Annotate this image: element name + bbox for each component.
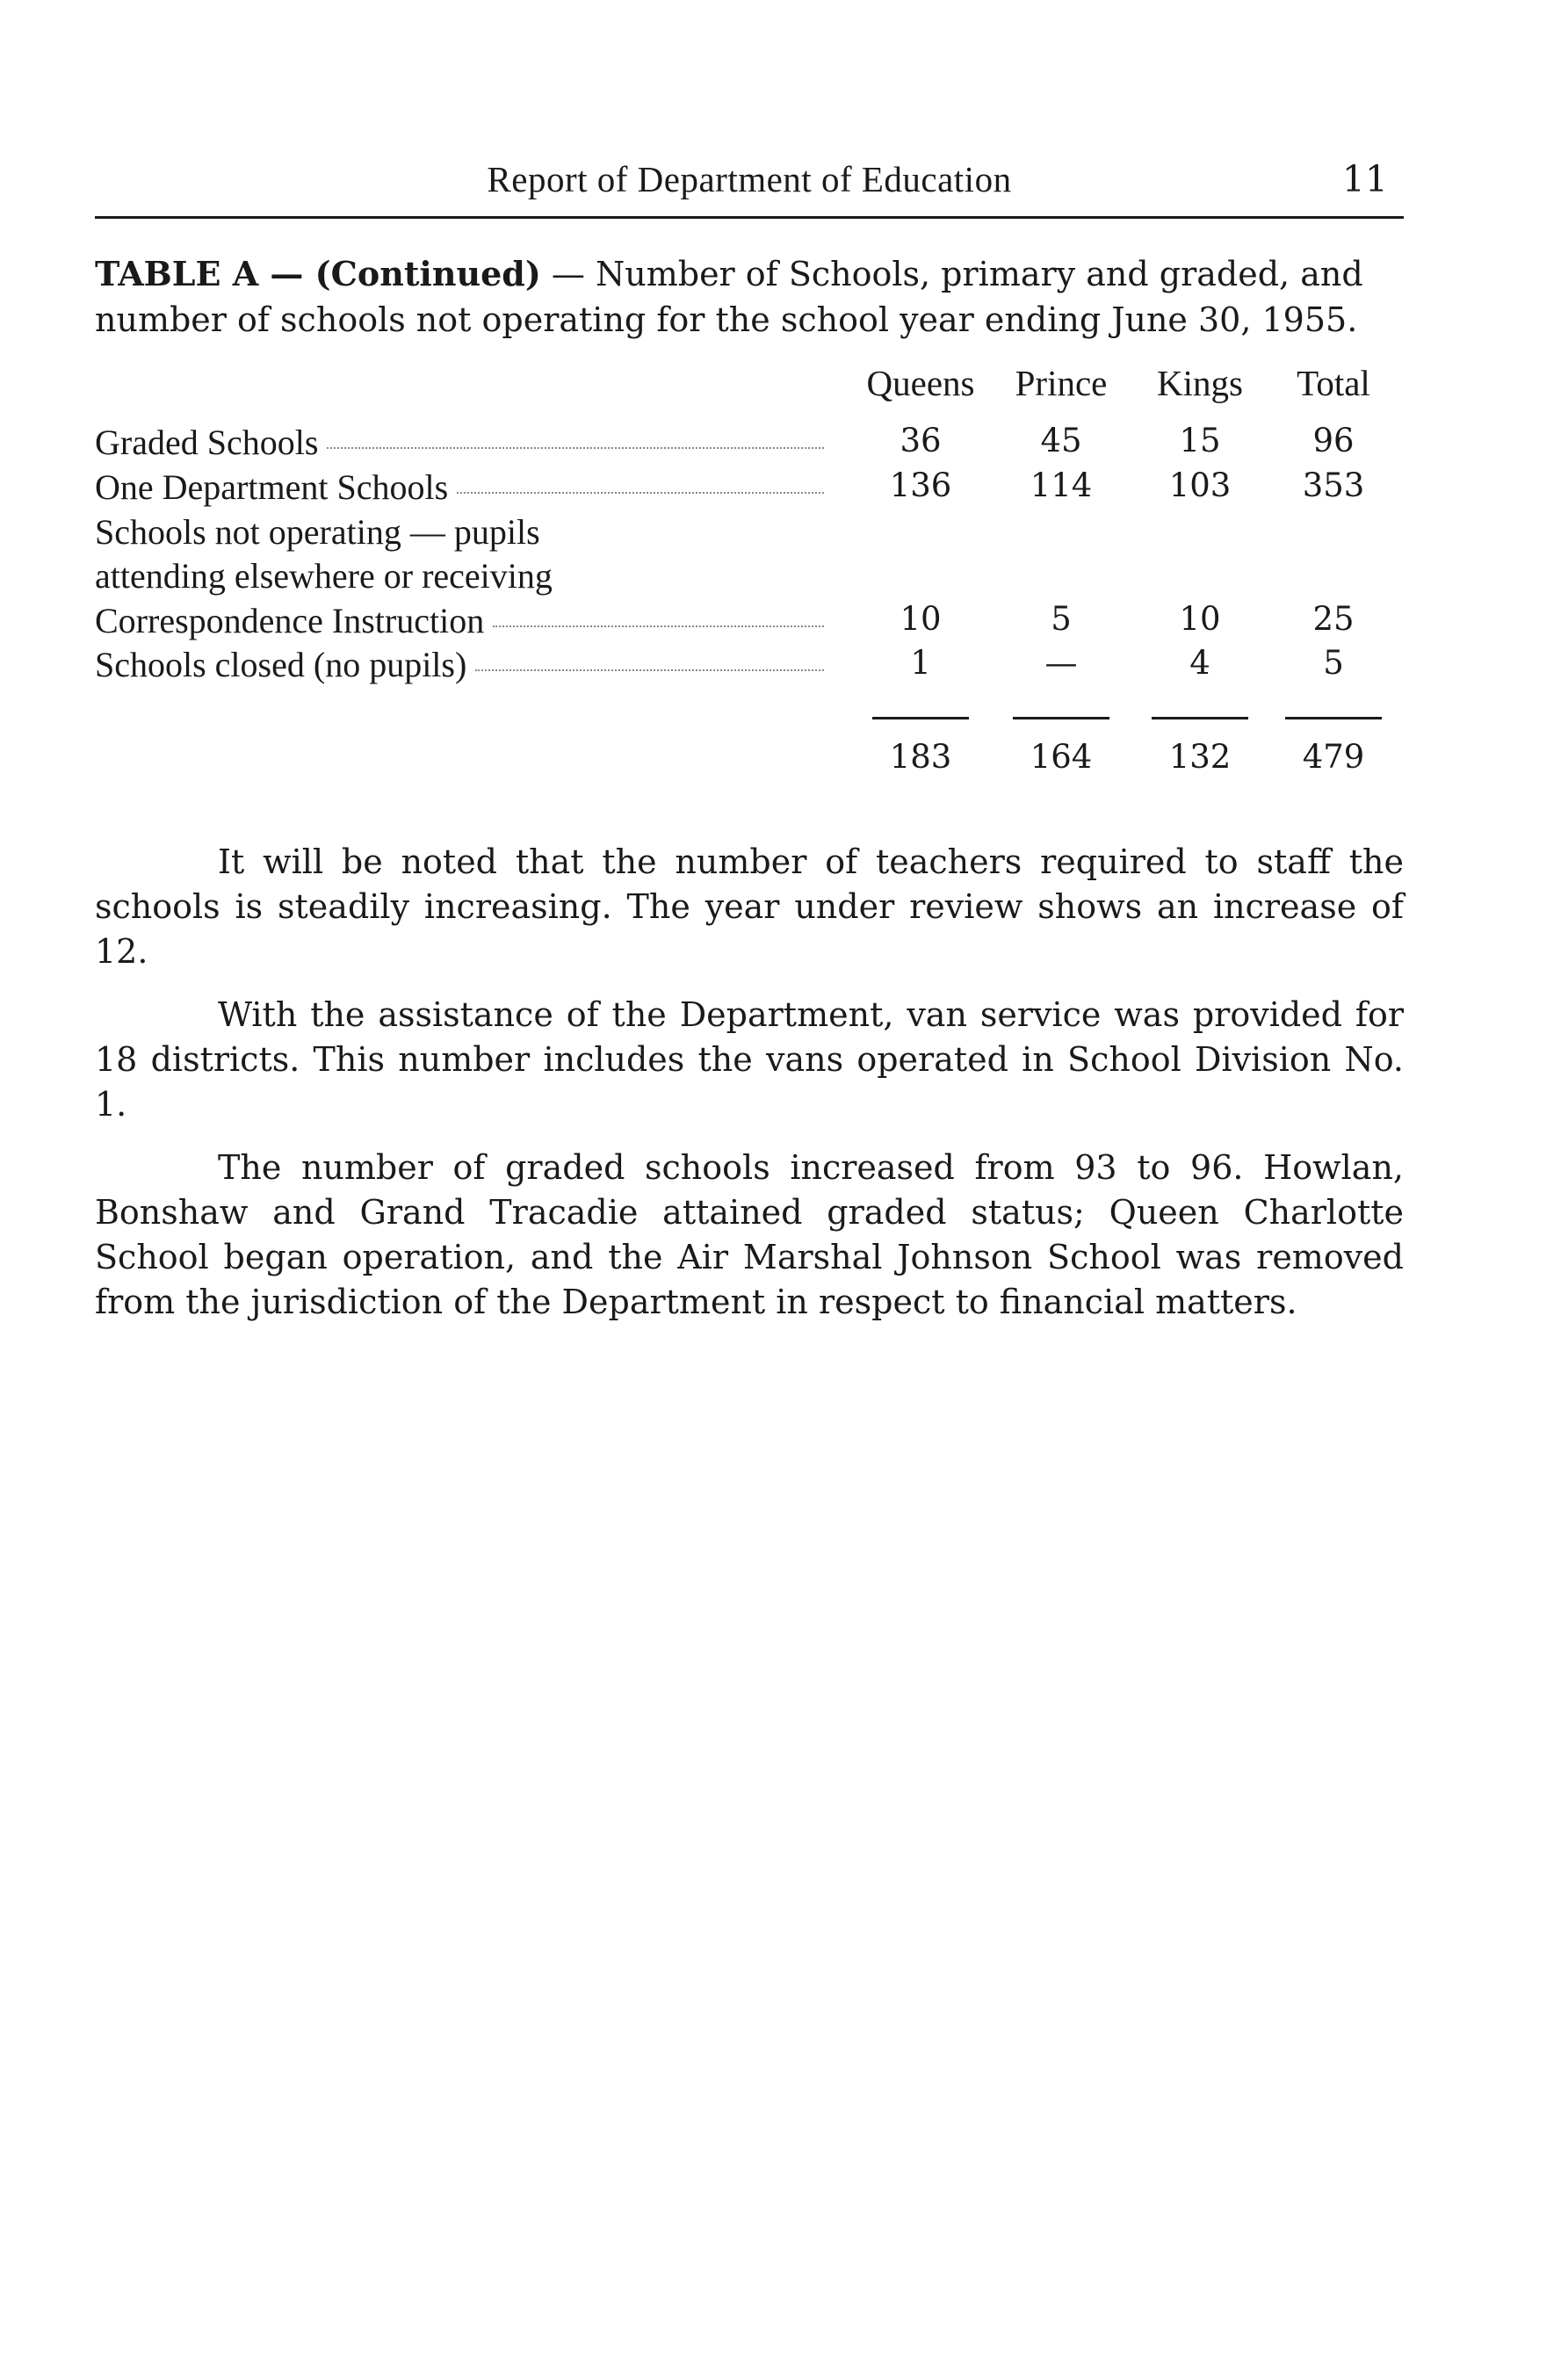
cell-kings: 103 xyxy=(1168,466,1232,504)
paragraph-teachers: It will be noted that the number of teachers required to staff the schools is steadily increasing. The year under review shows an increase of 12. xyxy=(95,842,1404,971)
cell-total: 96 xyxy=(1312,422,1355,459)
row-label: Schools not operating — pupils xyxy=(95,512,540,552)
sum-rule xyxy=(1013,717,1109,719)
leader-dots xyxy=(493,625,824,627)
table-row xyxy=(95,555,1404,599)
table-title-description: — Number of Schools, primary and graded, and number of schools not operating for the school year ending June 30, 1955. xyxy=(95,255,1363,339)
cell-kings: 4 xyxy=(1189,644,1210,682)
column-header-kings: Kings xyxy=(1157,363,1243,403)
row-label: Schools closed (no pupils) xyxy=(95,644,824,685)
total-prince: 164 xyxy=(1030,738,1093,776)
cell-prince: 45 xyxy=(1040,422,1082,459)
cell-queens: 1 xyxy=(910,644,931,682)
running-header-title: Report of Department of Education xyxy=(487,159,1012,199)
column-header-queens: Queens xyxy=(866,363,975,403)
cell-prince: 5 xyxy=(1051,600,1072,638)
row-label: Correspondence Instruction xyxy=(95,600,824,641)
total-kings: 132 xyxy=(1168,738,1232,776)
table-row xyxy=(95,422,1404,466)
cell-kings: 10 xyxy=(1179,600,1221,638)
cell-prince: — xyxy=(1044,644,1078,682)
paragraph-graded-schools: The number of graded schools increased from 93 to 96. Howlan, Bonshaw and Grand Tracadie attained graded status; Queen Charlotte School began operation, and the Air Marshal Johnson School was removed from the jurisdiction of the Department in respect to financial matters. xyxy=(95,1148,1404,1321)
column-header-prince: Prince xyxy=(1015,363,1108,403)
leader-dots xyxy=(327,446,824,449)
table-row xyxy=(95,600,1404,644)
cell-total: 5 xyxy=(1323,644,1344,682)
cell-total: 353 xyxy=(1302,466,1365,504)
cell-total: 25 xyxy=(1312,600,1355,638)
leader-dots xyxy=(457,491,824,494)
table-title-label: TABLE A — (Continued) xyxy=(95,254,541,293)
table-row xyxy=(95,511,1404,555)
cell-kings: 15 xyxy=(1179,422,1221,459)
page-number: 11 xyxy=(1341,158,1388,200)
row-label: One Department Schools xyxy=(95,466,824,508)
table-row xyxy=(95,466,1404,510)
cell-prince: 114 xyxy=(1030,466,1093,504)
totals-row xyxy=(95,738,1404,782)
row-label: attending elsewhere or receiving xyxy=(95,556,553,596)
sum-rule xyxy=(1285,717,1382,719)
sum-rule xyxy=(872,717,969,719)
running-header xyxy=(95,156,1404,206)
cell-queens: 36 xyxy=(900,422,942,459)
leader-dots xyxy=(475,669,824,671)
total-queens: 183 xyxy=(889,738,952,776)
row-label: Graded Schools xyxy=(95,422,824,463)
cell-queens: 10 xyxy=(900,600,942,638)
column-header-total: Total xyxy=(1297,363,1370,403)
paragraph-van-service: With the assistance of the Department, van service was provided for 18 districts. This number includes the vans operated in School Division No. 1. xyxy=(95,995,1404,1124)
table-row xyxy=(95,644,1404,688)
total-total: 479 xyxy=(1302,738,1365,776)
header-rule xyxy=(95,216,1404,219)
table-title xyxy=(95,251,1404,343)
cell-queens: 136 xyxy=(889,466,952,504)
sum-rule xyxy=(1152,717,1248,719)
